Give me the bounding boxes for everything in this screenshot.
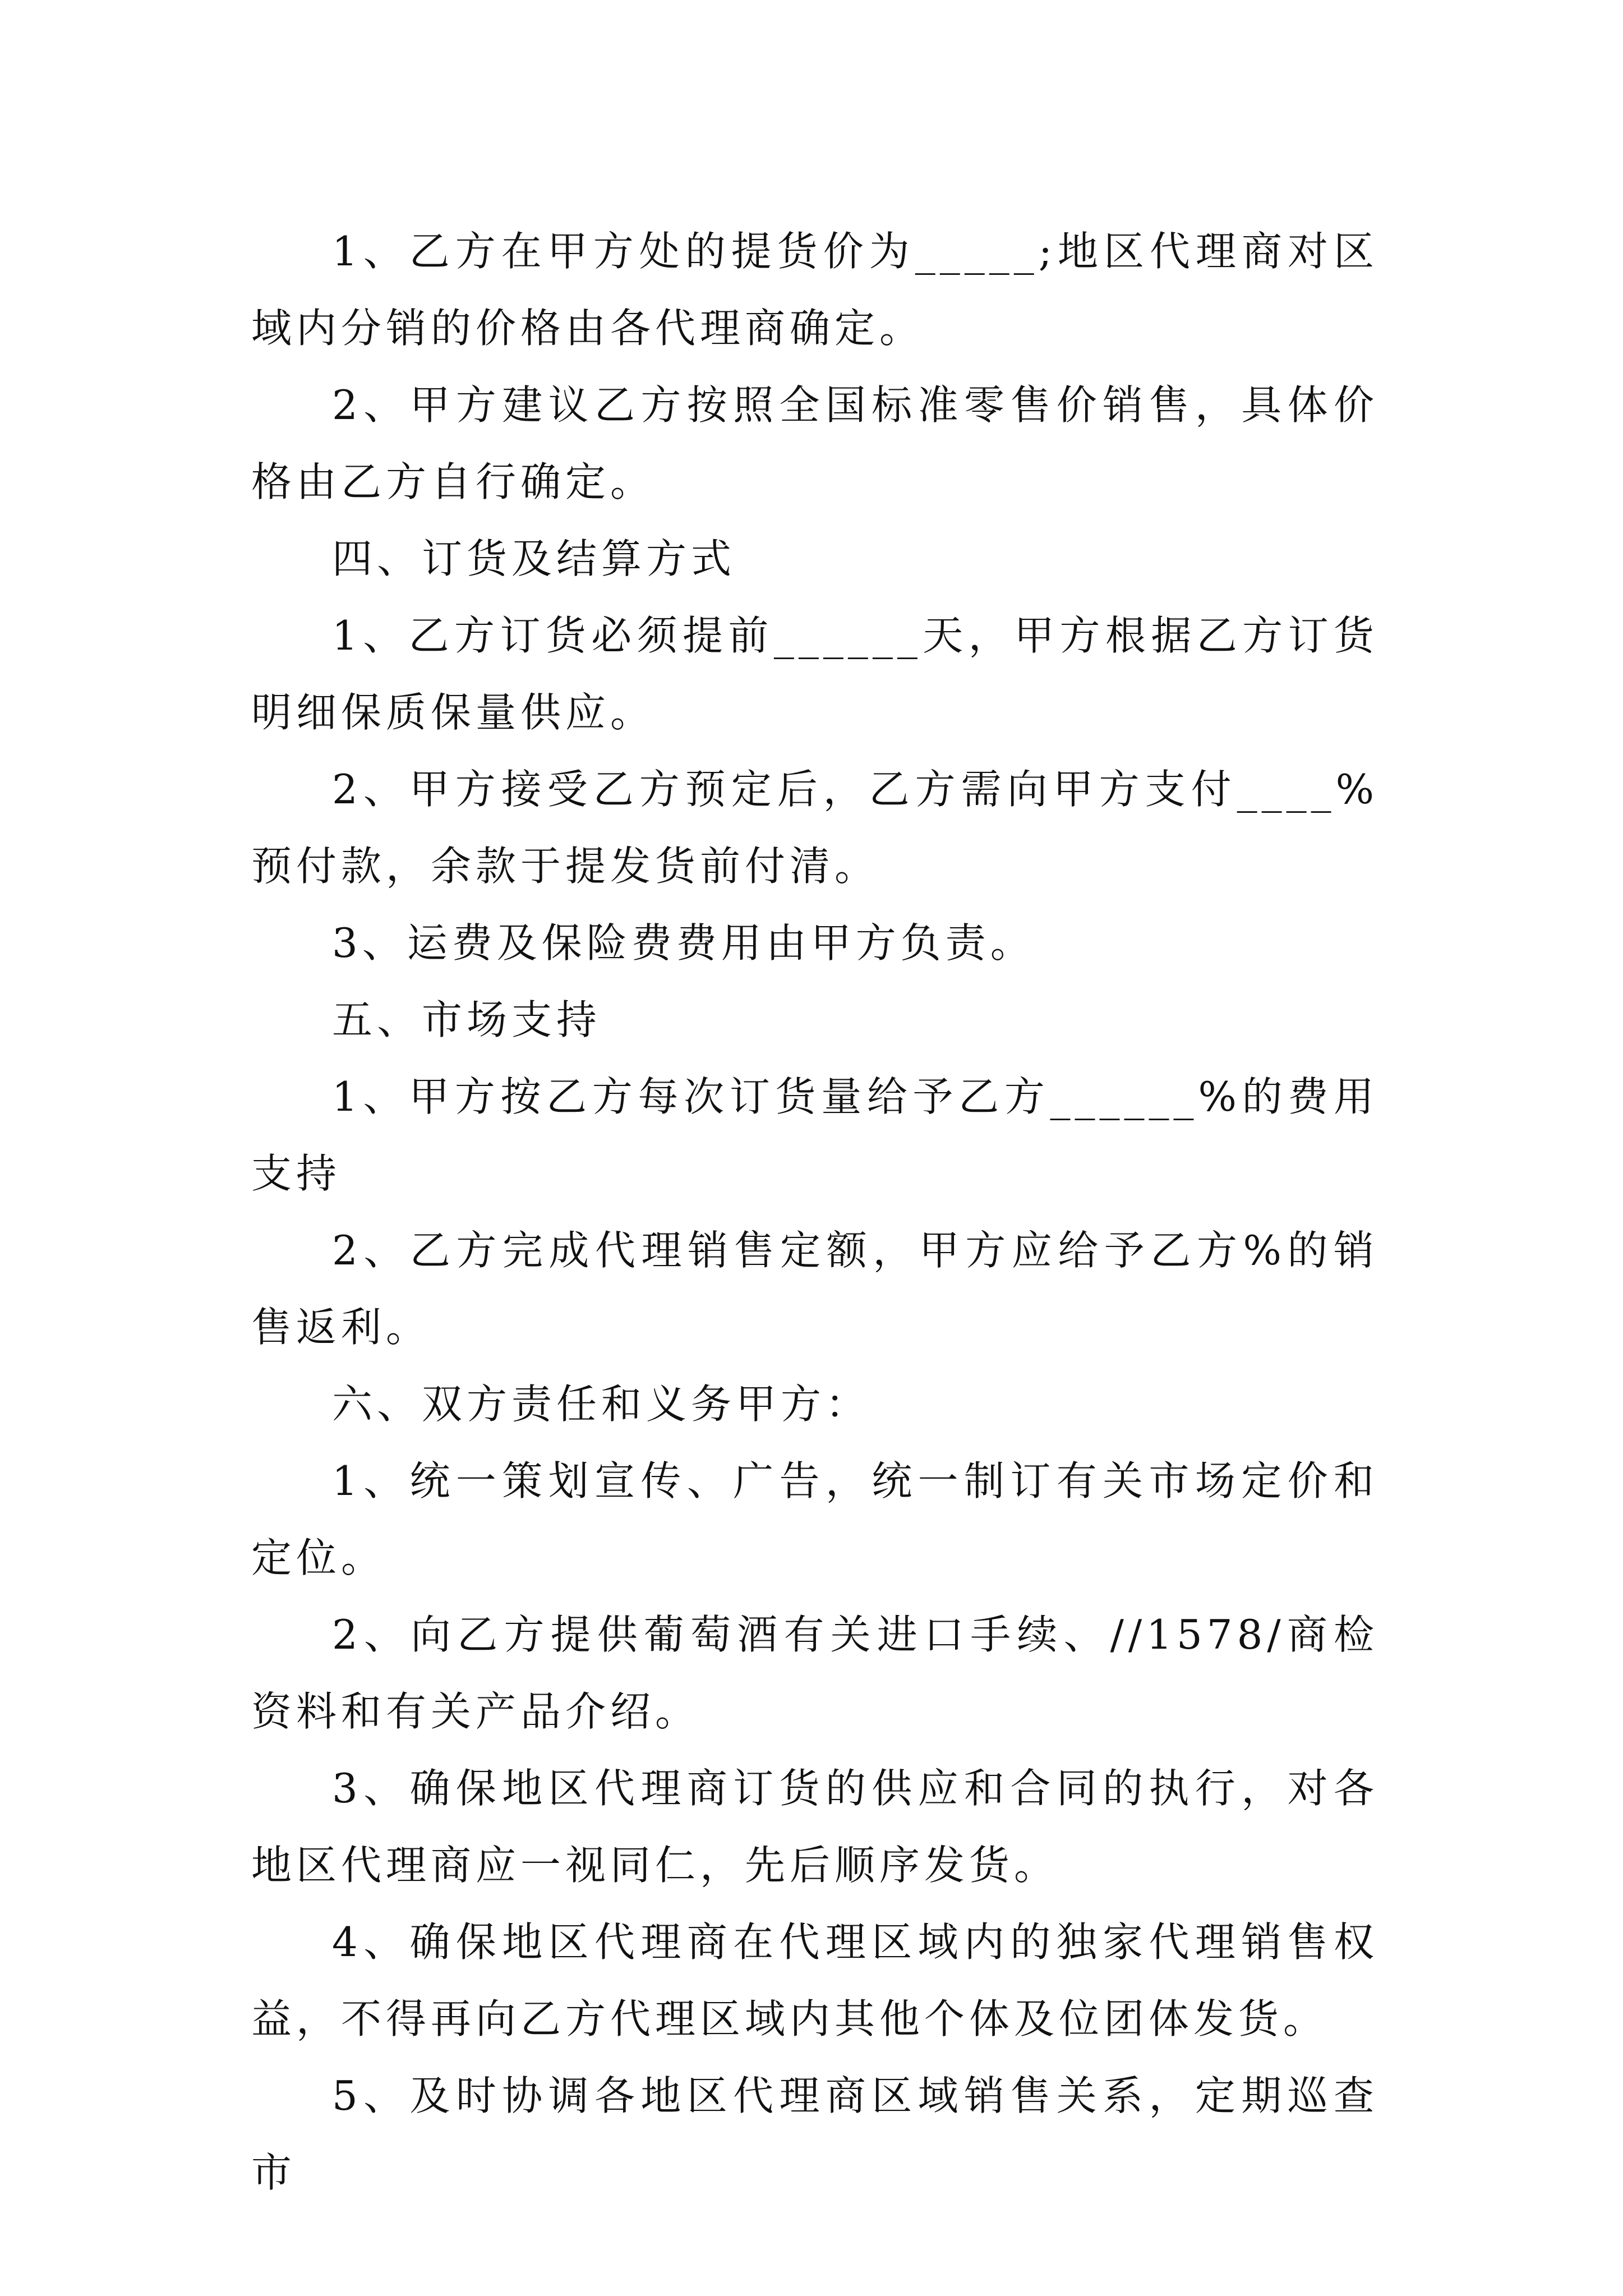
paragraph-obligations-4: 4、确保地区代理商在代理区域内的独家代理销售权益，不得再向乙方代理区域内其他个体及位团体发货。 — [251, 1918, 1378, 2042]
paragraph-price-2: 2、甲方建议乙方按照全国标准零售价销售，具体价格由乙方自行确定。 — [251, 381, 1378, 505]
document-page — [251, 213, 1378, 2211]
paragraph-obligations-5: 5、及时协调各地区代理商区域销售关系，定期巡查市 — [251, 2072, 1378, 2196]
paragraph-price-1: 1、乙方在甲方处的提货价为_____;地区代理商对区域内分销的价格由各代理商确定。 — [251, 228, 1378, 352]
paragraph-market-support-1: 1、甲方按乙方每次订货量给予乙方______%的费用支持 — [251, 1073, 1378, 1197]
paragraph-market-support-2: 2、乙方完成代理销售定额，甲方应给予乙方%的销售返利。 — [251, 1227, 1378, 1351]
paragraph-obligations-3: 3、确保地区代理商订货的供应和合同的执行，对各地区代理商应一视同仁，先后顺序发货。 — [251, 1765, 1378, 1889]
section-heading-obligations: 六、双方责任和义务甲方： — [332, 1381, 871, 1428]
paragraph-ordering-1: 1、乙方订货必须提前______天，甲方根据乙方订货明细保质保量供应。 — [251, 612, 1378, 736]
paragraph-obligations-1: 1、统一策划宣传、广告，统一制订有关市场定价和定位。 — [251, 1457, 1378, 1581]
section-heading-market-support: 五、市场支持 — [332, 996, 602, 1043]
paragraph-ordering-3: 3、运费及保险费费用由甲方负责。 — [332, 919, 1035, 967]
paragraph-obligations-2: 2、向乙方提供葡萄酒有关进口手续、//1578/商检资料和有关产品介绍。 — [251, 1611, 1378, 1735]
section-heading-ordering: 四、订货及结算方式 — [332, 535, 736, 582]
paragraph-ordering-2: 2、甲方接受乙方预定后，乙方需向甲方支付____%预付款，余款于提发货前付清。 — [251, 766, 1378, 890]
